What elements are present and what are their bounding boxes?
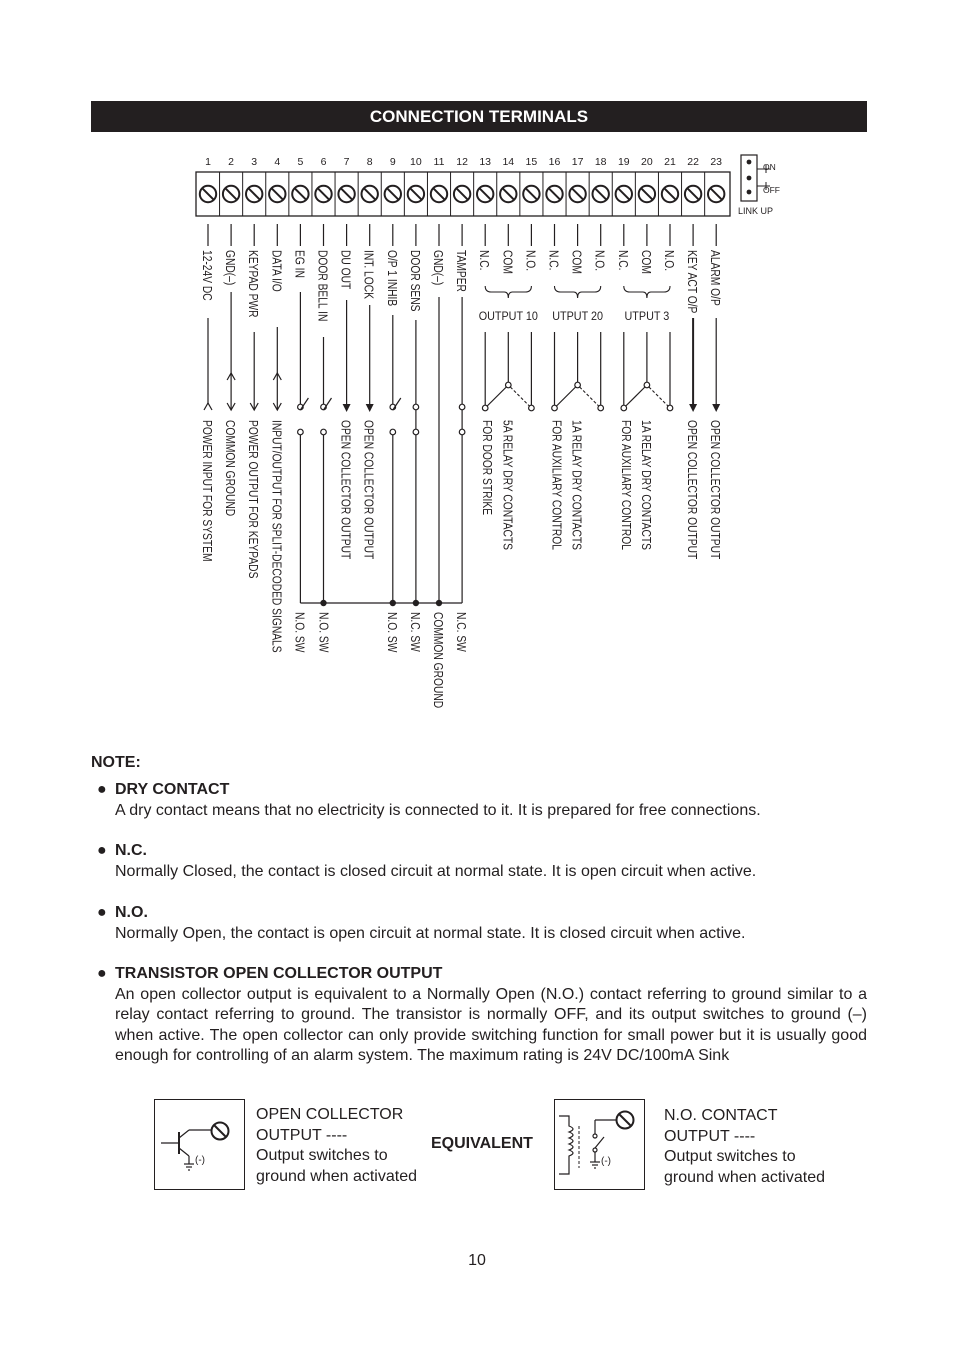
terminal-number: 9 — [389, 156, 396, 168]
terminal-number: 16 — [548, 156, 561, 168]
terminal-label: N.O. — [592, 250, 606, 272]
relay-contact-symbol — [554, 1099, 645, 1190]
terminal-number: 23 — [710, 156, 723, 168]
terminal-number: 15 — [525, 156, 538, 168]
caption-line: OPEN COLLECTOR — [256, 1106, 404, 1123]
terminal-number: 7 — [343, 156, 350, 168]
terminal-number: 13 — [479, 156, 492, 168]
bottom-label: N.O. SW — [384, 612, 398, 653]
jumper-pin — [747, 176, 752, 181]
terminal-number: 6 — [320, 156, 327, 168]
output-label: OUTPUT 10 — [478, 310, 538, 324]
terminal-label: KEY ACT O/P — [684, 250, 698, 314]
terminal-label: N.C. — [546, 250, 560, 271]
relay-contact-icon — [506, 382, 512, 388]
terminal-number: 12 — [456, 156, 468, 168]
transistor-icon — [155, 1100, 244, 1189]
ground-mark: (-) — [195, 1155, 205, 1166]
page-number: 10 — [468, 1252, 486, 1269]
note-heading: N.C. — [115, 842, 147, 859]
no-contact-caption — [664, 1106, 825, 1188]
section-title: CONNECTION TERMINALS — [91, 101, 867, 132]
relay-blade-dashed — [580, 387, 599, 406]
note-heading: N.O. — [115, 904, 148, 921]
bullet-dot: ● — [97, 904, 107, 921]
caption-line: Output switches to — [664, 1148, 796, 1165]
switch-contact-icon — [459, 404, 465, 410]
arrow-down-icon — [366, 404, 374, 412]
terminal-number: 10 — [410, 156, 422, 168]
relay-blade — [626, 387, 645, 406]
switch-contact-icon — [459, 429, 465, 435]
caption-line: OUTPUT ---- — [256, 1126, 348, 1144]
junction-dot — [320, 600, 326, 606]
note-title: NOTE: — [91, 754, 141, 771]
terminal-number: 19 — [617, 156, 630, 168]
jumper-pin — [747, 190, 752, 195]
terminal-label: DU OUT — [338, 250, 352, 290]
open-collector-symbol — [154, 1099, 245, 1190]
terminal-number: 17 — [571, 156, 584, 168]
relay-blade-dashed — [649, 387, 668, 406]
terminal-number: 5 — [297, 156, 304, 168]
terminal-label: 12-24V DC — [199, 250, 213, 301]
bottom-label: N.O. SW — [292, 612, 306, 653]
open-collector-caption — [256, 1105, 417, 1187]
terminal-label: N.C. — [476, 250, 491, 271]
terminal-number: 11 — [433, 156, 445, 168]
junction-dot — [390, 600, 396, 606]
output-label: UTPUT 20 — [552, 310, 603, 324]
bullet-dot: ● — [97, 781, 107, 798]
note-heading: DRY CONTACT — [115, 781, 230, 798]
switch-contact-icon — [390, 429, 396, 435]
caption-line: ground when activated — [256, 1167, 417, 1185]
terminal-description: OPEN COLLECTOR OUTPUT — [684, 420, 698, 560]
terminal-number: 21 — [664, 156, 676, 168]
output-brace — [485, 286, 531, 298]
arrow-down-icon — [712, 404, 720, 412]
relay-contact-icon — [644, 382, 650, 388]
caption-line: OUTPUT ---- — [664, 1127, 756, 1145]
note-no — [97, 903, 867, 944]
terminal-label: KEYPAD PWR — [245, 250, 260, 318]
relay-contact-icon — [667, 405, 673, 411]
terminal-label: N.C. — [615, 250, 629, 271]
relay-contact-icon — [529, 405, 535, 411]
bottom-label: N.C. SW — [453, 612, 467, 652]
equivalent-label: EQUIVALENT — [431, 1135, 533, 1152]
terminal-label: DOOR BELL IN — [315, 250, 329, 322]
bottom-label: N.O. SW — [316, 612, 330, 653]
terminal-label: INT. LOCK — [361, 250, 375, 299]
output-brace — [624, 286, 670, 298]
terminal-label: GND(–) — [430, 250, 444, 286]
terminal-label: COM — [638, 250, 652, 274]
bullet-dot: ● — [97, 842, 107, 859]
terminal-description: POWER OUTPUT FOR KEYPADS — [245, 420, 260, 579]
terminal-label: N.O. — [523, 250, 537, 272]
terminal-label: N.O. — [661, 250, 675, 272]
relay-contact-icon — [621, 405, 627, 411]
switch-contact-icon — [298, 429, 304, 435]
switch-contact-icon — [321, 429, 327, 435]
output-brace — [555, 286, 601, 298]
caption-line: ground when activated — [664, 1168, 825, 1186]
bullet-dot: ● — [97, 965, 107, 982]
terminal-wiring-diagram — [0, 140, 954, 740]
relay-contact-icon — [598, 405, 604, 411]
relay-description: 1A RELAY DRY CONTACTS — [638, 420, 652, 550]
note-body: A dry contact means that no electricity is connected to it. It is prepared for free connections. — [115, 801, 761, 819]
link-on-label: ON — [763, 162, 776, 172]
terminal-label: COM — [569, 250, 583, 274]
link-off-label: OFF — [763, 185, 780, 195]
bottom-label: N.C. SW — [407, 612, 421, 652]
relay-contact-icon — [552, 405, 558, 411]
terminal-description: COMMON GROUND — [222, 420, 236, 517]
note-body: Normally Open, the contact is open circuit at normal state. It is closed circuit when active. — [115, 924, 746, 942]
terminal-number: 20 — [641, 156, 653, 168]
terminal-label: GND(–) — [222, 250, 236, 286]
terminal-description: OPEN COLLECTOR OUTPUT — [338, 420, 352, 560]
relay-blade — [487, 387, 506, 406]
terminal-description: INPUT/OUTPUT FOR SPLIT-DECODED SIGNALS — [269, 420, 283, 653]
terminal-number: 18 — [594, 156, 607, 168]
relay-contact-icon — [575, 382, 581, 388]
terminal-number: 22 — [687, 156, 699, 168]
terminal-label: TAMPER — [453, 250, 467, 292]
caption-line: Output switches to — [256, 1147, 388, 1164]
note-body: An open collector output is equivalent to a Normally Open (N.O.) contact referring to ground similar to a relay contact referring to ground. The transistor is normally OFF, and its output switches to ground (–) when active. The open collector can only provide switching function for small power but it is usually good enough for controlling of an alarm system. The maximum rating is 24V DC/100mA Sink — [115, 985, 867, 1064]
note-nc — [97, 841, 867, 882]
terminal-label: ALARM O/P — [707, 250, 722, 306]
jumper-pin — [747, 160, 752, 165]
relay-description: 5A RELAY DRY CONTACTS — [500, 420, 514, 550]
terminal-label: EG IN — [292, 250, 306, 278]
relay-contact-icon — [482, 405, 488, 411]
junction-dot — [413, 600, 419, 606]
terminal-number: 8 — [366, 156, 373, 168]
terminal-number: 3 — [251, 156, 258, 168]
caption-line: N.O. CONTACT — [664, 1107, 778, 1124]
relay-description: FOR DOOR STRIKE — [479, 420, 494, 516]
arrow-down-icon — [343, 404, 351, 412]
relay-description: 1A RELAY DRY CONTACTS — [569, 420, 583, 550]
note-dry-contact — [97, 780, 867, 821]
bottom-label: COMMON GROUND — [430, 612, 444, 709]
relay-blade — [557, 387, 576, 406]
note-open-collector — [97, 964, 867, 1067]
terminal-description: OPEN COLLECTOR OUTPUT — [707, 420, 722, 560]
terminal-number: 2 — [228, 156, 235, 168]
note-body: Normally Closed, the contact is closed circuit at normal state. It is open circuit when active. — [115, 862, 757, 880]
power-arrow-icon — [204, 403, 212, 410]
terminal-description: POWER INPUT FOR SYSTEM — [199, 420, 213, 562]
arrow-down-icon — [689, 404, 697, 412]
terminal-description: OPEN COLLECTOR OUTPUT — [361, 420, 375, 560]
terminal-number: 1 — [205, 156, 211, 168]
terminal-number: 4 — [274, 156, 281, 168]
link-up-label: LINK UP — [738, 206, 774, 216]
terminal-label: COM — [500, 250, 514, 274]
relay-description: FOR AUXILIARY CONTROL — [618, 420, 632, 550]
terminal-label: DOOR SENS — [407, 250, 421, 312]
terminal-label: DATA I/O — [269, 250, 283, 292]
note-heading: TRANSISTOR OPEN COLLECTOR OUTPUT — [115, 965, 443, 982]
relay-coil-icon — [555, 1100, 644, 1189]
ground-mark: (-) — [601, 1156, 611, 1167]
relay-blade-dashed — [510, 387, 529, 406]
terminal-label: O/P 1 INHIB — [384, 250, 398, 307]
terminal-number: 14 — [502, 156, 515, 168]
junction-dot — [436, 600, 442, 606]
relay-description: FOR AUXILIARY CONTROL — [549, 420, 563, 550]
switch-contact-icon — [413, 404, 419, 410]
output-label: UTPUT 3 — [624, 310, 670, 324]
switch-contact-icon — [413, 429, 419, 435]
